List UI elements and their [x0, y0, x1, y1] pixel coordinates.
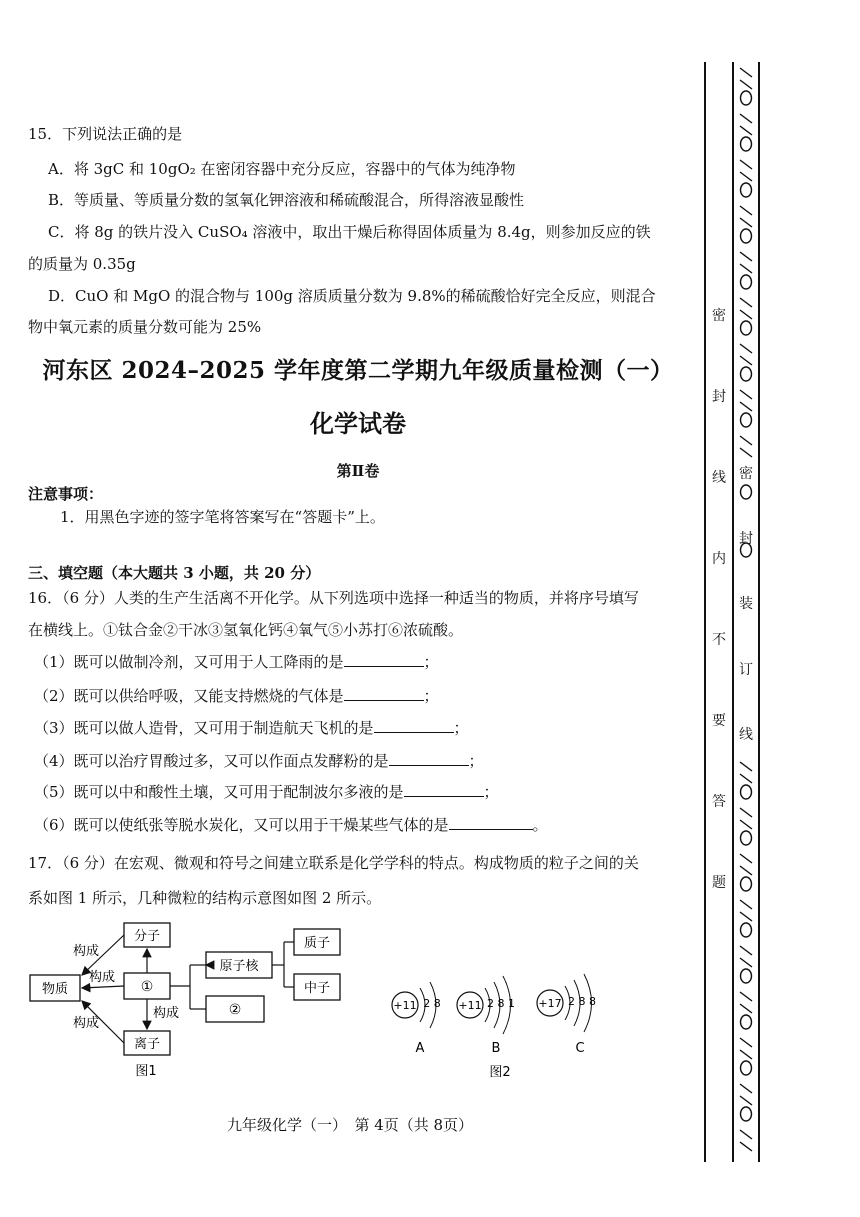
perforation-slash	[740, 820, 752, 829]
seal-word: 封	[739, 531, 753, 547]
q15-option-d-line1: D．CuO 和 MgO 的混合物与 100g 溶质质量分数为 9.8%的稀硫酸恰好完全反应，则混合	[48, 287, 656, 305]
exam-subject: 化学试卷	[310, 409, 406, 438]
fig1-ion: 离子	[133, 1037, 161, 1052]
q16-item-2	[34, 686, 439, 706]
q15-option-b: B．等质量、等质量分数的氢氧化钾溶液和稀硫酸混合，所得溶液显酸性	[48, 191, 525, 209]
perforation-ring	[741, 137, 752, 151]
perforation-slash	[740, 68, 752, 77]
perforation-slash	[740, 1004, 752, 1013]
q16-item-end: ；	[453, 719, 469, 737]
perforation-slash	[740, 114, 752, 123]
q15-option-a: A．将 3gC 和 10gO₂ 在密闭容器中充分反应，容器中的气体为纯净物	[48, 160, 516, 178]
perforation-slash	[740, 992, 752, 1001]
fig1-caption: 图1	[135, 1064, 157, 1079]
q16-item-end: ；	[423, 653, 439, 671]
perforation-ring	[741, 275, 752, 289]
section-heading: 三、填空题（本大题共 3 小题，共 20 分）	[28, 564, 321, 582]
q16-item-text: （3）既可以做人造骨，又可用于制造航天飞机的是	[34, 719, 374, 737]
fig1-proton: 质子	[303, 936, 331, 951]
perforation-slash	[740, 1096, 752, 1105]
perforation-slash	[740, 1130, 752, 1139]
perforation-ring	[741, 485, 752, 499]
perforation-slash	[740, 298, 752, 307]
notice-item-1: 1．用黑色字迹的签字笔将答案写在“答题卡”上。	[60, 508, 385, 526]
answer-blank[interactable]	[449, 815, 533, 830]
atom-c-shells: 2 8 8	[568, 995, 596, 1008]
q16-item-end: ；	[483, 783, 499, 801]
q16-stem-line1: 16．（6 分）人类的生产生活离不开化学。从下列选项中选择一种适当的物质，并将序号填写	[28, 589, 639, 607]
atom-c	[537, 974, 596, 1056]
atom-a-nucleus: +11	[393, 999, 417, 1012]
perforation-slash	[740, 866, 752, 875]
atom-c-label: C	[575, 1041, 585, 1056]
q16-stem-line2: 在横线上。①钛合金②干冰③氢氧化钙④氧气⑤小苏打⑥浓硫酸。	[28, 621, 464, 639]
binding-line-left	[704, 62, 706, 1162]
perforation-slash	[740, 390, 752, 399]
perforation-slash	[740, 762, 752, 771]
answer-blank[interactable]	[389, 751, 469, 766]
perforation-slash	[740, 912, 752, 921]
atom-b-shells: 2 8 1	[487, 997, 515, 1010]
page-footer: 九年级化学（一） 第 4页（共 8页）	[226, 1116, 474, 1134]
seal-word: 装	[739, 596, 753, 612]
perforation-ring	[741, 91, 752, 105]
perforation-ring	[741, 413, 752, 427]
perforation-slash	[740, 436, 752, 445]
perforation-slash	[740, 774, 752, 783]
perforation-slash	[740, 402, 752, 411]
fig1-substance: 物质	[41, 982, 69, 997]
fig1-molecule: 分子	[133, 929, 161, 944]
atom-b	[457, 976, 515, 1056]
atom-b-label: B	[491, 1041, 501, 1056]
seal-word: 线	[739, 727, 753, 743]
perforation-ring	[741, 969, 752, 983]
perforation-slash	[740, 252, 752, 261]
q17-stem-line2: 系如图 1 所示，几种微粒的结构示意图如图 2 所示。	[28, 889, 382, 907]
answer-blank[interactable]	[344, 686, 424, 701]
perforation-ring	[741, 831, 752, 845]
perforation-ring	[741, 1061, 752, 1075]
perforation-slash	[740, 126, 752, 135]
q16-item-4	[34, 751, 484, 771]
fig1-neutron: 中子	[303, 981, 331, 996]
perforation-slash	[740, 958, 752, 967]
margin-word: 密	[712, 308, 726, 324]
margin-word: 线	[712, 470, 726, 486]
margin-word: 要	[712, 713, 726, 729]
margin-word: 内	[712, 551, 726, 567]
perforation-slash	[740, 1050, 752, 1059]
perforation-slash	[740, 80, 752, 89]
q16-item-1	[34, 652, 439, 672]
q17-stem-line1: 17．（6 分）在宏观、微观和符号之间建立联系是化学学科的特点。构成物质的粒子之间的关	[28, 854, 639, 872]
perforation-slash	[740, 310, 752, 319]
q16-item-text: （1）既可以做制冷剂，又可用于人工降雨的是	[34, 653, 344, 671]
fig1-label-compose-3: 构成	[72, 1016, 100, 1031]
perforation-slash	[740, 344, 752, 353]
q16-item-text: （2）既可以供给呼吸，又能支持燃烧的气体是	[34, 687, 344, 705]
q16-item-5	[34, 782, 499, 802]
perforation-ring	[741, 785, 752, 799]
q15-option-c-line1: C．将 8g 的铁片没入 CuSO₄ 溶液中，取出干燥后称得固体质量为 8.4g，则参加反应的铁	[48, 223, 651, 241]
seal-word: 密	[739, 466, 753, 482]
figure-2-atom-diagrams	[380, 970, 650, 1085]
perforation-ring	[741, 321, 752, 335]
q16-item-text: （5）既可以中和酸性土壤，又可用于配制波尔多液的是	[34, 783, 404, 801]
perforation-slash	[740, 160, 752, 169]
perforation-ring	[741, 1107, 752, 1121]
perforation-slash	[740, 1038, 752, 1047]
atom-b-nucleus: +11	[458, 999, 482, 1012]
perforation-ring	[741, 183, 752, 197]
perforation-ring	[741, 367, 752, 381]
perforation-slash	[740, 900, 752, 909]
answer-blank[interactable]	[374, 718, 454, 733]
margin-word: 答	[712, 794, 726, 810]
q15-option-d-line2: 物中氧元素的质量分数可能为 25%	[28, 318, 262, 336]
atom-a-label: A	[415, 1041, 425, 1056]
margin-word: 封	[712, 389, 726, 405]
q16-item-text: （4）既可以治疗胃酸过多，又可以作面点发酵粉的是	[34, 752, 389, 770]
perforation-slash	[740, 172, 752, 181]
seal-word: 订	[739, 662, 753, 678]
exam-title: 河东区 2024–2025 学年度第二学期九年级质量检测（一）	[42, 357, 674, 384]
volume-label: 第Ⅱ卷	[336, 462, 380, 480]
q15-stem: 15．下列说法正确的是	[28, 125, 183, 143]
atom-c-nucleus: +17	[538, 997, 562, 1010]
perforation-slash	[740, 1084, 752, 1093]
q16-item-6	[34, 815, 548, 835]
perforation-slash	[740, 264, 752, 273]
figure-1-diagram	[20, 915, 350, 1090]
fig1-label-compose-2: 构成	[88, 970, 116, 985]
q16-item-end: 。	[532, 816, 548, 834]
perforation-slash	[740, 206, 752, 215]
margin-word: 不	[712, 632, 726, 648]
notice-label: 注意事项：	[28, 485, 104, 503]
fig1-label-compose-4: 构成	[152, 1006, 180, 1021]
fig1-electron-slot: ②	[228, 1002, 242, 1018]
perforation-slash	[740, 356, 752, 365]
perforation-slash	[740, 808, 752, 817]
perforation-slash	[740, 854, 752, 863]
perforation-slash	[740, 218, 752, 227]
perforation-ring	[741, 229, 752, 243]
fig1-label-compose-1: 构成	[72, 944, 100, 959]
perforation-slash	[740, 1142, 752, 1151]
fig1-nucleus: 原子核	[219, 959, 259, 974]
perforation-ring	[741, 923, 752, 937]
q16-item-text: （6）既可以使纸张等脱水炭化，又可以用于干燥某些气体的是	[34, 816, 449, 834]
atom-a	[392, 982, 441, 1056]
perforation-ring	[741, 1015, 752, 1029]
fig2-caption: 图2	[489, 1065, 511, 1080]
perforation-slash	[740, 448, 752, 457]
binding-line-right	[758, 62, 760, 1162]
perforation-slash	[740, 946, 752, 955]
fig1-atom-slot: ①	[140, 979, 154, 995]
atom-a-shells: 2 8	[423, 997, 441, 1010]
answer-blank[interactable]	[344, 652, 424, 667]
perforation-ring	[741, 543, 752, 557]
perforation-pattern	[734, 62, 758, 1162]
perforation-ring	[741, 877, 752, 891]
q16-item-end: ；	[423, 687, 439, 705]
margin-word: 题	[712, 875, 726, 891]
q16-item-3	[34, 718, 469, 738]
answer-blank[interactable]	[404, 782, 484, 797]
q16-item-end: ；	[468, 752, 484, 770]
q15-option-c-line2: 的质量为 0.35g	[28, 255, 136, 273]
